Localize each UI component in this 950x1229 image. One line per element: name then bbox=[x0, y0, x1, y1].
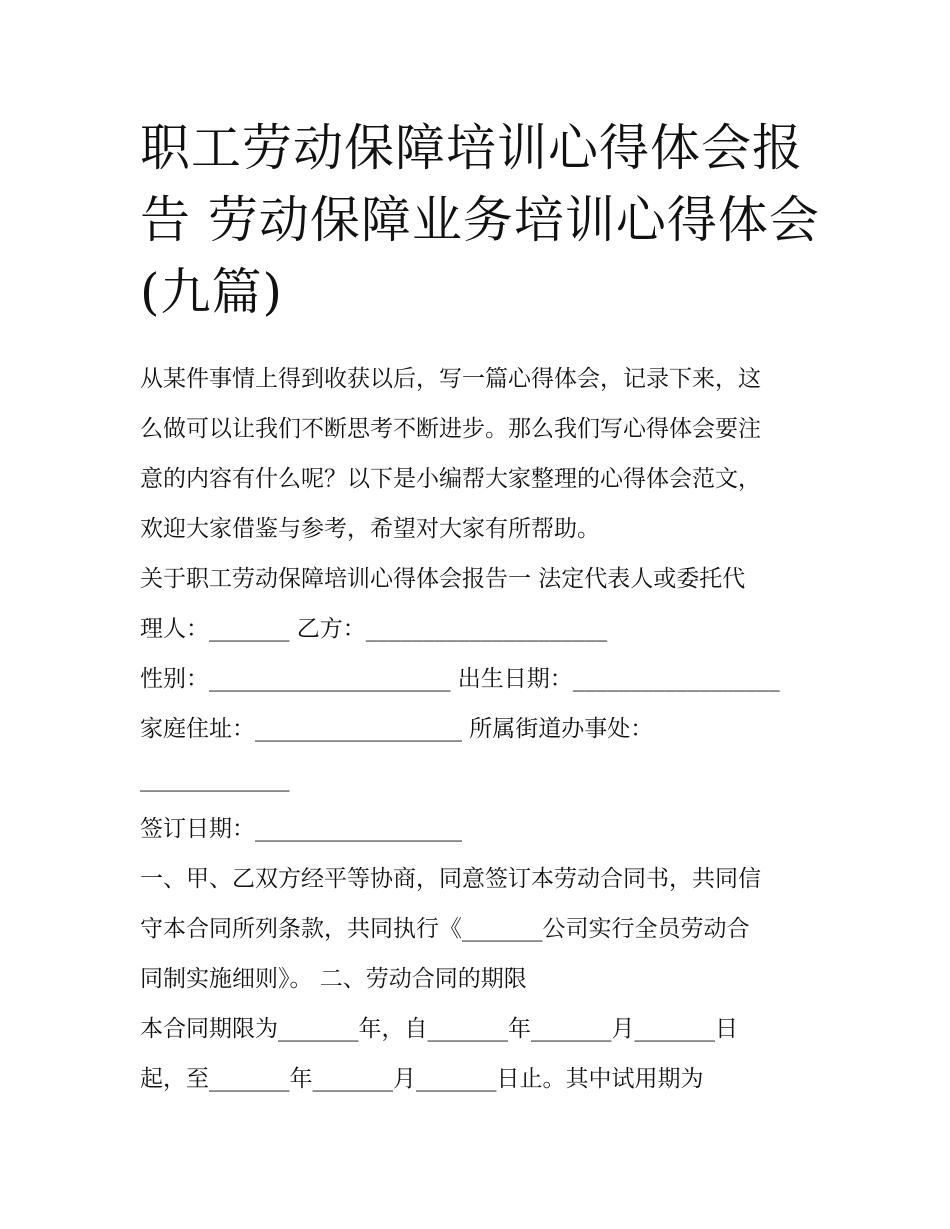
body-line: 一、甲、乙双方经平等协商，同意签订本劳动合同书，共同信 bbox=[140, 866, 761, 892]
body-line: 守本合同所列条款，共同执行《_______公司实行全员劳动合 bbox=[140, 916, 750, 942]
body-line: 么做可以让我们不断思考不断进步。那么我们写心得体会要注 bbox=[140, 416, 761, 442]
body-line: 签订日期：__________________ bbox=[140, 816, 462, 842]
document-title bbox=[140, 112, 820, 328]
body-line: 从某件事情上得到收获以后，写一篇心得体会，记录下来，这 bbox=[140, 366, 761, 392]
body-line: 本合同期限为_______年，自_______年_______月_______日 bbox=[140, 1016, 738, 1042]
body-line: 家庭住址：__________________ 所属街道办事处： bbox=[140, 716, 654, 742]
title-line: (九篇) bbox=[140, 263, 284, 321]
body-line: 意的内容有什么呢？以下是小编帮大家整理的心得体会范文， bbox=[140, 466, 761, 492]
body-line: 关于职工劳动保障培训心得体会报告一 法定代表人或委托代 bbox=[140, 566, 746, 592]
title-line: 告 劳动保障业务培训心得体会 bbox=[140, 191, 820, 249]
body-line: 起，至_______年_______月_______日止。其中试用期为 bbox=[140, 1066, 704, 1092]
document-body bbox=[140, 354, 820, 1104]
body-line: 同制实施细则》。 二、劳动合同的期限 bbox=[140, 966, 527, 992]
body-line: 理人：_______ 乙方：_____________________ bbox=[140, 616, 608, 642]
title-line: 职工劳动保障培训心得体会报 bbox=[140, 119, 803, 177]
body-line: 欢迎大家借鉴与参考，希望对大家有所帮助。 bbox=[140, 516, 600, 542]
body-line: 性别：_____________________ 出生日期：__________________ bbox=[140, 666, 780, 692]
body-line: _____________ bbox=[140, 766, 290, 792]
